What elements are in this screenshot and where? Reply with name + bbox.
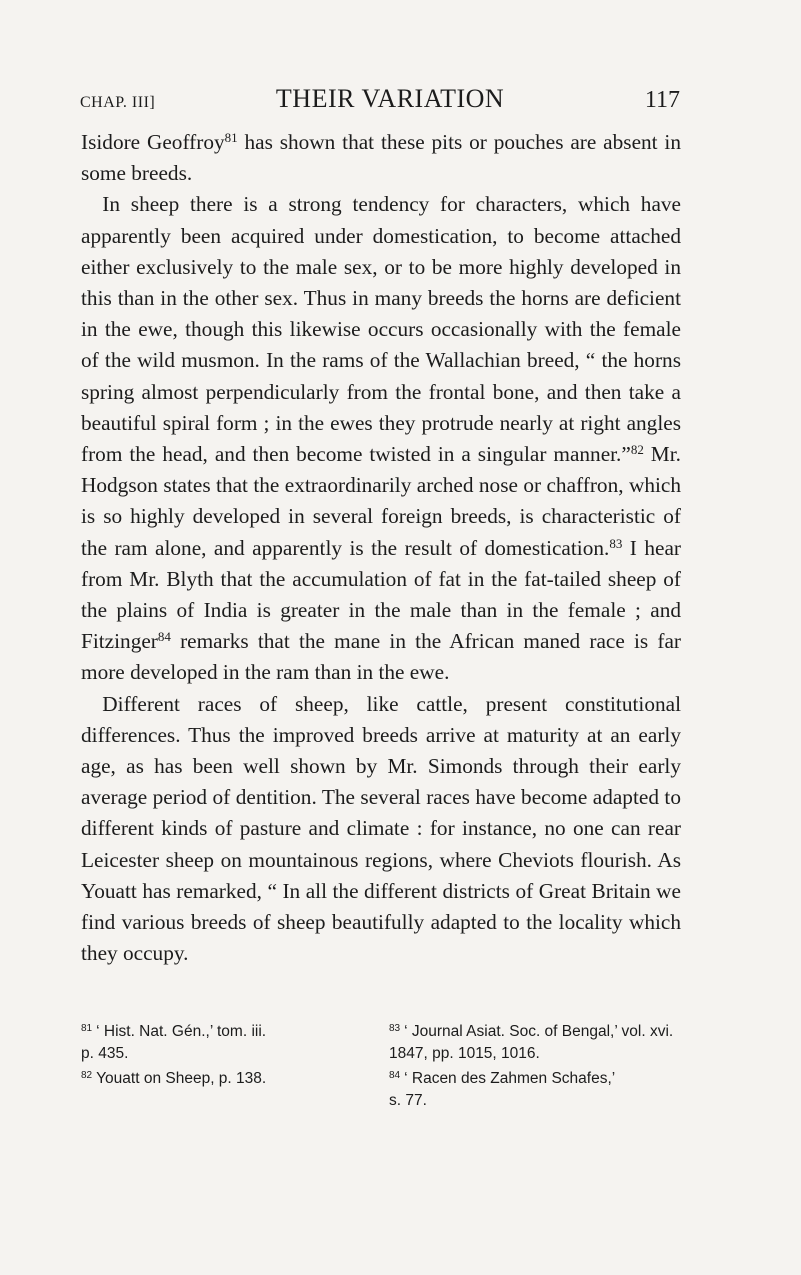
footnotes-left (81, 1018, 363, 1112)
chapter-label: CHAP. III] (80, 94, 156, 111)
paragraph-2: In sheep there is a strong tendency for characters, which have apparently been acquired under domestication, to become attached either exclusively to the male sex, or to be more highly developed in this than in the other sex. Thus in many breeds the horns are deficient in the ewe, though this likewise occurs occasionally with the female of the wild musmon. In the rams of the Wallachian breed, “ the horns spring almost perpendicularly from the frontal bone, and then take a beautiful spiral form ; in the ewes they protrude nearly at right angles from the head, and then become twisted in a singular manner.”$^{82}$ Mr. Hodgson states that the extraordinarily arched nose or chaffron, which is so highly developed in several foreign breeds, is characteristic of the ram alone, and apparently is the result of domestication.$^{83}$ I hear from Mr. Blyth that the accumulation of fat in the fat-tailed sheep of the plains of India is greater in the male than in the female ; and Fitzinger$^{84}$ remarks that the mane in the African maned race is far more developed in the ram than in the ewe. (81, 192, 681, 685)
footnotes-right (389, 1018, 681, 1112)
footnote-82: $^{82}$ Youatt on Sheep, p. 138. (81, 1070, 267, 1087)
footnote-ref-81: 81 (224, 130, 238, 145)
running-header (80, 84, 680, 124)
footnote-ref-82: 82 (630, 442, 644, 458)
footnote-81-cont: p. 435. (81, 1045, 129, 1062)
footnote-81: $^{81}$ ‘ Hist. Nat. Gén.,’ tom. iii. (81, 1023, 267, 1040)
paragraph-1: Isidore Geoffroy$^{81}$ has shown that these pits or pouches are absent in some breeds. (81, 130, 681, 186)
running-title: THEIR VARIATION (275, 84, 505, 113)
footnote-83: $^{83}$ ‘ Journal Asiat. Soc. of Bengal,’ vol. xvi. 1847, pp. 1015, 1016. (389, 1023, 674, 1062)
footnote-ref-84: 84 (157, 629, 171, 645)
footnote-ref-83: 83 (609, 535, 623, 551)
paragraph-3: Different races of sheep, like cattle, present constitutional differences. Thus the improved breeds arrive at maturity at an early age, as has been well shown by Mr. Simonds through their early average period of dentition. The several races have become adapted to different kinds of pasture and climate : for instance, no one can rear Leicester sheep on mountainous regions, where Cheviots flourish. As Youatt has remarked, “ In all the different districts of Great Britain we find various breeds of sheep beautifully adapted to the locality which they occupy. (81, 691, 681, 966)
footnote-84-cont: s. 77. (389, 1092, 427, 1109)
body-text (81, 127, 681, 969)
footnote-84: $^{84}$ ‘ Racen des Zahmen Schafes,’ (389, 1070, 616, 1087)
page-number: 117 (644, 87, 680, 113)
footnotes (81, 1018, 681, 1112)
